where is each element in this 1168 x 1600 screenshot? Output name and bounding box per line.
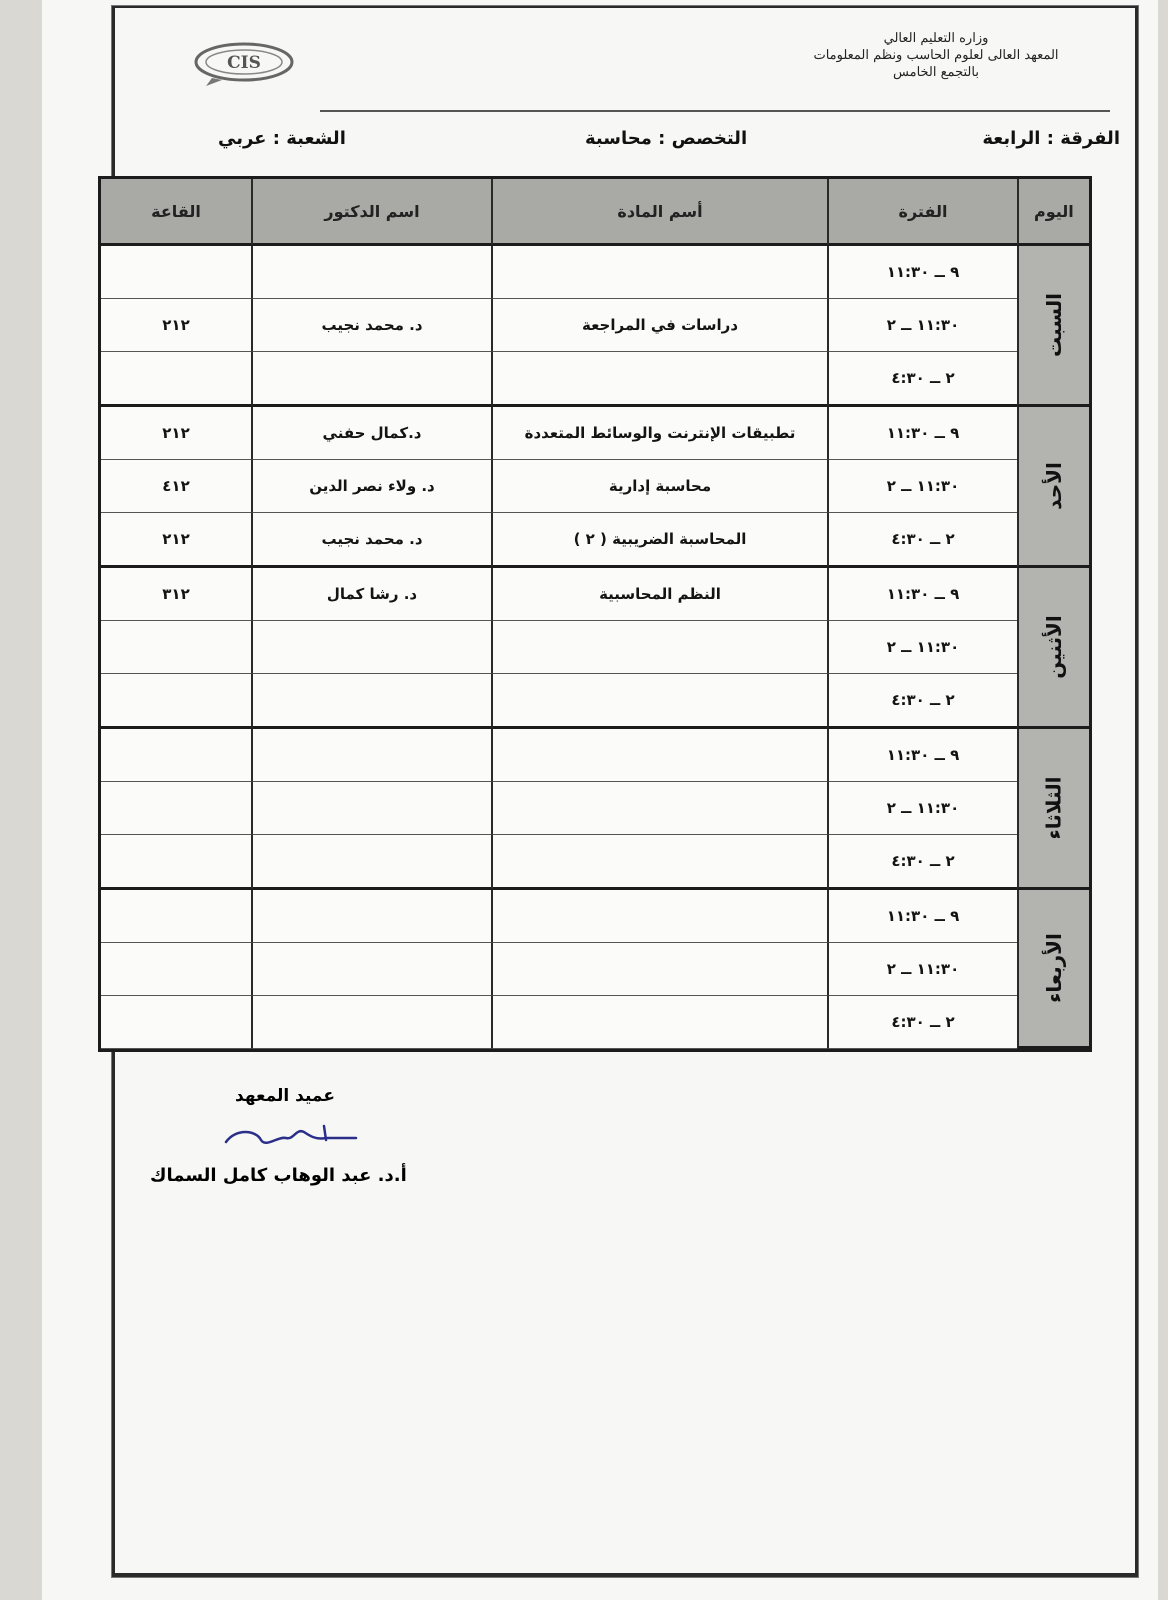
table-row: [101, 460, 1089, 513]
schedule-table: [98, 176, 1092, 1052]
period-cell: ٩ ــ ١١:٣٠: [827, 246, 1017, 299]
period-cell: ٩ ــ ١١:٣٠: [827, 407, 1017, 460]
institute-logo: [182, 38, 302, 88]
subject-cell: [491, 674, 827, 729]
period-cell: ٩ ــ ١١:٣٠: [827, 568, 1017, 621]
hall-cell: [101, 996, 251, 1049]
hall-cell: [101, 729, 251, 782]
subject-cell: [491, 943, 827, 996]
table-row: [101, 674, 1089, 729]
subject-cell: [491, 835, 827, 890]
subject-cell: دراسات في المراجعة: [491, 299, 827, 352]
header-divider: [320, 110, 1110, 112]
hall-cell: ٢١٢: [101, 299, 251, 352]
period-cell: ٢ ــ ٤:٣٠: [827, 835, 1017, 890]
table-row: [101, 729, 1089, 782]
doctor-cell: [251, 621, 491, 674]
period-cell: ١١:٣٠ ــ ٢: [827, 782, 1017, 835]
table-header-row: [101, 179, 1089, 246]
doctor-cell: [251, 835, 491, 890]
institute-name: المعهد العالى لعلوم الحاسب ونظم المعلومات: [813, 48, 1059, 63]
logo-text: CIS: [227, 53, 261, 73]
hall-cell: [101, 352, 251, 407]
hall-cell: ٣١٢: [101, 568, 251, 621]
doctor-cell: [251, 729, 491, 782]
day-tuesday: الثلاثاء: [1017, 729, 1089, 890]
table-row: [101, 513, 1089, 568]
doctor-cell: [251, 246, 491, 299]
dean-title: عميد المعهد: [235, 1086, 335, 1106]
table-row: [101, 782, 1089, 835]
period-cell: ٩ ــ ١١:٣٠: [827, 729, 1017, 782]
table-row: [101, 568, 1089, 621]
institute-header: [766, 30, 1106, 81]
doctor-cell: د. رشا كمال: [251, 568, 491, 621]
period-cell: ١١:٣٠ ــ ٢: [827, 943, 1017, 996]
subject-cell: [491, 890, 827, 943]
doctor-cell: [251, 352, 491, 407]
table-row: [101, 943, 1089, 996]
period-cell: ٩ ــ ١١:٣٠: [827, 890, 1017, 943]
institute-location: بالتجمع الخامس: [893, 65, 979, 80]
hall-cell: [101, 890, 251, 943]
subject-cell: [491, 729, 827, 782]
subject-cell: [491, 996, 827, 1049]
dean-name: أ.د. عبد الوهاب كامل السماك: [150, 1165, 407, 1186]
section-label: الشعبة : عربي: [218, 128, 346, 149]
subject-cell: [491, 782, 827, 835]
table-row: [101, 621, 1089, 674]
hall-cell: [101, 782, 251, 835]
doctor-cell: [251, 674, 491, 729]
doctor-cell: د. محمد نجيب: [251, 513, 491, 568]
table-row: [101, 299, 1089, 352]
hall-cell: ٢١٢: [101, 407, 251, 460]
header-period: الفترة: [827, 179, 1017, 246]
doctor-cell: [251, 943, 491, 996]
day-wednesday: الأربعاء: [1017, 890, 1089, 1049]
header-day: اليوم: [1017, 179, 1089, 246]
table-row: [101, 996, 1089, 1049]
subject-cell: تطبيقات الإنترنت والوسائط المتعددة: [491, 407, 827, 460]
doctor-cell: د. ولاء نصر الدين: [251, 460, 491, 513]
doctor-cell: د.كمال حفني: [251, 407, 491, 460]
hall-cell: [101, 674, 251, 729]
period-cell: ٢ ــ ٤:٣٠: [827, 352, 1017, 407]
period-cell: ٢ ــ ٤:٣٠: [827, 674, 1017, 729]
subject-cell: النظم المحاسبية: [491, 568, 827, 621]
hall-cell: [101, 621, 251, 674]
dean-signature: [216, 1118, 366, 1154]
period-cell: ١١:٣٠ ــ ٢: [827, 299, 1017, 352]
doctor-cell: د. محمد نجيب: [251, 299, 491, 352]
subject-cell: محاسبة إدارية: [491, 460, 827, 513]
table-row: [101, 890, 1089, 943]
doctor-cell: [251, 782, 491, 835]
day-saturday: السبت: [1017, 246, 1089, 407]
subject-cell: [491, 246, 827, 299]
subject-cell: [491, 352, 827, 407]
table-row: [101, 835, 1089, 890]
header-subject: أسم المادة: [491, 179, 827, 246]
header-doctor: اسم الدكتور: [251, 179, 491, 246]
table-row: [101, 407, 1089, 460]
ministry-name: وزاره التعليم العالي: [883, 31, 989, 46]
day-sunday: الأحد: [1017, 407, 1089, 568]
doctor-cell: [251, 996, 491, 1049]
hall-cell: ٢١٢: [101, 513, 251, 568]
doctor-cell: [251, 890, 491, 943]
hall-cell: [101, 246, 251, 299]
subject-cell: المحاسبة الضريبية ( ٢ ): [491, 513, 827, 568]
period-cell: ٢ ــ ٤:٣٠: [827, 996, 1017, 1049]
hall-cell: [101, 943, 251, 996]
hall-cell: ٤١٢: [101, 460, 251, 513]
subject-cell: [491, 621, 827, 674]
table-row: [101, 352, 1089, 407]
period-cell: ١١:٣٠ ــ ٢: [827, 621, 1017, 674]
period-cell: ١١:٣٠ ــ ٢: [827, 460, 1017, 513]
day-monday: الأثنين: [1017, 568, 1089, 729]
period-cell: ٢ ــ ٤:٣٠: [827, 513, 1017, 568]
hall-cell: [101, 835, 251, 890]
table-row: [101, 246, 1089, 299]
year-label: الفرقة : الرابعة: [982, 128, 1120, 149]
specialization-label: التخصص : محاسبة: [585, 128, 748, 149]
header-hall: القاعة: [101, 179, 251, 246]
